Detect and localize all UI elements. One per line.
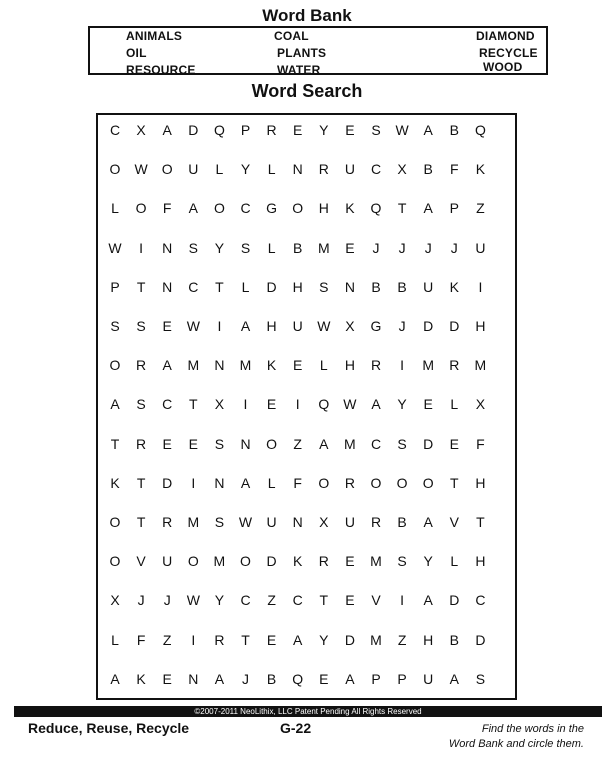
grid-row (98, 514, 515, 534)
grid-letter[interactable]: A (162, 357, 172, 374)
grid-letter[interactable]: D (449, 318, 460, 334)
grid-letter[interactable]: E (266, 631, 277, 648)
word-bank-word: PLANTS (277, 46, 327, 60)
grid-letter[interactable]: A (319, 435, 329, 452)
grid-letter[interactable]: W (317, 318, 331, 334)
grid-letter[interactable]: U (266, 514, 277, 530)
grid-letter[interactable]: C (240, 200, 251, 217)
grid-letter[interactable]: A (162, 122, 172, 138)
grid-letter[interactable]: F (476, 435, 485, 452)
grid-letter[interactable]: U (344, 514, 355, 530)
word-bank-title: Word Bank (262, 6, 352, 25)
grid-letter[interactable]: Q (370, 200, 382, 217)
grid-letter[interactable]: T (319, 592, 329, 609)
grid-letter[interactable]: Q (474, 122, 486, 138)
grid-letter[interactable]: C (240, 592, 251, 609)
grid-letter[interactable]: N (162, 239, 173, 256)
grid-letter[interactable]: Q (213, 122, 225, 138)
grid-letter[interactable]: O (109, 357, 121, 374)
grid-row (98, 357, 515, 377)
grid-letter[interactable]: Q (292, 670, 304, 687)
grid-letter[interactable]: E (162, 435, 172, 452)
grid-letter[interactable]: O (240, 553, 251, 570)
grid-letter[interactable]: M (213, 553, 226, 570)
grid-letter[interactable]: B (449, 122, 459, 138)
grid-letter[interactable]: S (136, 318, 146, 334)
grid-letter[interactable]: L (215, 161, 224, 178)
grid-letter[interactable]: D (188, 122, 199, 138)
grid-letter[interactable]: S (319, 278, 329, 295)
grid-letter[interactable]: I (217, 318, 222, 334)
grid-letter[interactable]: A (110, 670, 120, 687)
grid-letter[interactable]: N (240, 435, 251, 452)
grid-letter[interactable]: P (449, 200, 459, 217)
grid-letter[interactable]: K (449, 278, 459, 295)
grid-letter[interactable]: O (292, 200, 304, 217)
grid-letter[interactable]: Y (214, 592, 225, 609)
grid-letter[interactable]: U (423, 278, 434, 295)
grid-letter[interactable]: Q (318, 396, 330, 413)
grid-letter[interactable]: Y (214, 239, 225, 256)
grid-letter[interactable]: S (214, 514, 225, 530)
grid-letter[interactable]: O (213, 200, 225, 217)
grid-letter[interactable]: J (398, 318, 406, 334)
instructions-line-1: Find the words in the (481, 723, 584, 735)
grid-letter[interactable]: L (111, 200, 119, 217)
grid-letter[interactable]: C (292, 592, 303, 609)
grid-letter[interactable]: E (162, 670, 172, 687)
grid-letter[interactable]: T (241, 631, 250, 648)
grid-letter[interactable]: X (110, 592, 120, 609)
grid-letter[interactable]: I (243, 396, 248, 413)
grid-letter[interactable]: R (344, 474, 355, 491)
grid-letter[interactable]: T (110, 435, 120, 452)
grid-letter[interactable]: W (238, 514, 253, 530)
grid-letter[interactable]: W (134, 161, 148, 178)
grid-letter[interactable]: M (344, 435, 356, 452)
grid-letter[interactable]: S (475, 670, 486, 687)
grid-letter[interactable]: S (397, 553, 407, 570)
grid-letter[interactable]: L (450, 396, 459, 413)
grid-letter[interactable]: L (450, 553, 459, 570)
word-bank-word: WOOD (483, 60, 523, 74)
grid-letter[interactable]: G (370, 318, 382, 334)
grid-letter[interactable]: W (343, 396, 357, 413)
grid-letter[interactable]: N (214, 357, 225, 374)
grid-letter[interactable]: L (267, 474, 276, 491)
grid-letter[interactable]: A (423, 122, 433, 138)
grid-letter[interactable]: I (400, 357, 405, 374)
grid-letter[interactable]: U (344, 161, 355, 178)
word-search-grid (96, 113, 517, 700)
word-bank-word: DIAMOND (476, 29, 535, 43)
grid-letter[interactable]: L (241, 278, 250, 295)
grid-letter[interactable]: T (215, 278, 224, 295)
grid-letter[interactable]: T (136, 474, 146, 491)
grid-letter[interactable]: R (318, 553, 329, 570)
grid-letter[interactable]: R (136, 435, 147, 452)
grid-letter[interactable]: M (422, 357, 435, 374)
grid-letter[interactable]: R (318, 161, 329, 178)
grid-letter[interactable]: C (475, 592, 486, 609)
grid-letter[interactable]: I (191, 474, 196, 491)
grid-letter[interactable]: G (266, 200, 278, 217)
grid-letter[interactable]: S (214, 435, 225, 452)
grid-letter[interactable]: P (240, 122, 251, 138)
grid-letter[interactable]: A (188, 200, 198, 217)
grid-letter[interactable]: R (370, 514, 382, 530)
grid-row (98, 161, 515, 181)
grid-letter[interactable]: J (424, 239, 432, 256)
grid-letter[interactable]: O (109, 514, 121, 530)
grid-letter[interactable]: Y (240, 161, 251, 178)
grid-letter[interactable]: F (450, 161, 459, 178)
grid-letter[interactable]: D (266, 278, 277, 295)
grid-letter[interactable]: A (423, 592, 433, 609)
grid-letter[interactable]: V (371, 592, 381, 609)
grid-letter[interactable]: C (370, 161, 382, 178)
grid-letter[interactable]: D (423, 318, 434, 334)
grid-letter[interactable]: A (371, 396, 381, 413)
grid-letter[interactable]: H (344, 357, 355, 374)
grid-row (98, 318, 515, 338)
grid-letter[interactable]: O (396, 474, 408, 491)
word-bank-word: WATER (277, 63, 321, 77)
grid-letter[interactable]: H (318, 200, 329, 217)
grid-letter[interactable]: E (162, 318, 172, 334)
grid-letter[interactable]: R (136, 357, 147, 374)
grid-letter[interactable]: I (400, 592, 405, 609)
grid-row (98, 200, 515, 220)
grid-letter[interactable]: D (266, 553, 277, 570)
grid-letter[interactable]: D (344, 631, 355, 648)
grid-letter[interactable]: H (475, 318, 486, 334)
grid-row (98, 671, 515, 691)
grid-letter[interactable]: Y (423, 553, 433, 570)
grid-letter[interactable]: E (293, 357, 303, 374)
instructions (384, 722, 584, 752)
grid-letter[interactable]: N (344, 278, 355, 295)
grid-letter[interactable]: A (240, 474, 251, 491)
grid-letter[interactable]: K (475, 161, 486, 178)
word-bank-word: RECYCLE (479, 46, 538, 60)
grid-letter[interactable]: E (188, 435, 198, 452)
grid-letter[interactable]: S (397, 435, 407, 452)
grid-letter[interactable]: Y (319, 122, 329, 138)
grid-letter[interactable]: Z (293, 435, 302, 452)
grid-letter[interactable]: E (319, 670, 329, 687)
grid-letter[interactable]: P (371, 670, 381, 687)
grid-row (98, 553, 515, 573)
grid-letter[interactable]: A (293, 631, 303, 648)
grid-letter[interactable]: H (292, 278, 303, 295)
worksheet-title: Reduce, Reuse, Recycle (28, 720, 190, 736)
grid-letter[interactable]: O (266, 435, 278, 452)
grid-letter[interactable]: K (266, 357, 277, 374)
word-bank-word: ANIMALS (126, 29, 183, 43)
grid-letter[interactable]: J (450, 239, 458, 256)
grid-row (98, 632, 515, 652)
grid-letter[interactable]: B (397, 278, 407, 295)
grid-letter[interactable]: B (266, 670, 277, 687)
grid-letter[interactable]: O (318, 474, 330, 491)
grid-letter[interactable]: E (266, 396, 277, 413)
grid-letter[interactable]: M (187, 357, 200, 374)
grid-letter[interactable]: F (136, 631, 146, 648)
grid-letter[interactable]: K (293, 553, 303, 570)
word-bank-box (88, 26, 548, 75)
grid-letter[interactable]: J (242, 670, 249, 687)
grid-row (98, 240, 515, 260)
page-number: G-22 (280, 720, 312, 736)
grid-row (98, 122, 515, 142)
grid-letter[interactable]: E (345, 122, 355, 138)
grid-row (98, 279, 515, 299)
grid-letter[interactable]: C (188, 278, 199, 295)
grid-letter[interactable]: M (317, 239, 330, 256)
copyright-bar: ©2007-2011 NeoLithix, LLC Patent Pending All Rights Reserved (14, 706, 602, 717)
grid-letter[interactable]: Z (397, 631, 407, 648)
grid-letter[interactable]: B (449, 631, 459, 648)
grid-letter[interactable]: R (266, 122, 277, 138)
grid-letter[interactable]: J (372, 239, 380, 256)
grid-letter[interactable]: T (450, 474, 459, 491)
grid-letter[interactable]: E (345, 239, 355, 256)
grid-letter[interactable]: O (370, 474, 382, 491)
grid-letter[interactable]: Y (319, 631, 329, 648)
grid-letter[interactable]: J (137, 592, 145, 609)
grid-letter[interactable]: S (371, 122, 381, 138)
grid-letter[interactable]: P (110, 278, 120, 295)
grid-letter[interactable]: B (397, 514, 407, 530)
grid-letter[interactable]: F (162, 200, 172, 217)
grid-letter[interactable]: K (345, 200, 355, 217)
grid-letter[interactable]: N (188, 670, 199, 687)
grid-letter[interactable]: L (319, 357, 328, 374)
grid-letter[interactable]: E (345, 592, 355, 609)
grid-letter[interactable]: R (370, 357, 382, 374)
grid-letter[interactable]: I (139, 239, 144, 256)
grid-letter[interactable]: M (239, 357, 252, 374)
grid-letter[interactable]: W (395, 122, 409, 138)
grid-row (98, 592, 515, 612)
grid-letter[interactable]: I (295, 396, 300, 413)
grid-letter[interactable]: C (162, 396, 173, 413)
grid-letter[interactable]: T (136, 278, 146, 295)
grid-letter[interactable]: K (110, 474, 120, 491)
grid-letter[interactable]: B (423, 161, 433, 178)
grid-letter[interactable]: V (449, 514, 459, 530)
grid-letter[interactable]: D (162, 474, 173, 491)
word-bank-word: OIL (126, 46, 147, 60)
grid-letter[interactable]: O (109, 553, 121, 570)
grid-letter[interactable]: M (474, 357, 487, 374)
grid-letter[interactable]: J (398, 239, 406, 256)
grid-letter[interactable]: U (188, 161, 199, 178)
grid-letter[interactable]: W (108, 239, 122, 256)
grid-letter[interactable]: T (476, 514, 485, 530)
grid-letter[interactable]: U (423, 670, 434, 687)
grid-row (98, 396, 515, 416)
grid-letter[interactable]: O (187, 553, 199, 570)
grid-letter[interactable]: K (136, 670, 146, 687)
grid-letter[interactable]: W (186, 318, 200, 334)
grid-letter[interactable]: S (136, 396, 146, 413)
grid-row (98, 436, 515, 456)
grid-letter[interactable]: A (345, 670, 355, 687)
grid-letter[interactable]: C (370, 435, 382, 452)
grid-letter[interactable]: I (191, 631, 196, 648)
grid-letter[interactable]: F (293, 474, 302, 491)
grid-letter[interactable]: T (397, 200, 407, 217)
grid-letter[interactable]: U (292, 318, 303, 334)
grid-letter[interactable]: C (109, 122, 121, 138)
grid-letter[interactable]: R (214, 631, 225, 648)
grid-letter[interactable]: I (478, 278, 483, 295)
word-bank-word: COAL (274, 29, 309, 43)
grid-letter[interactable]: E (345, 553, 355, 570)
grid-letter[interactable]: W (186, 592, 200, 609)
grid-letter[interactable]: H (475, 553, 486, 570)
grid-letter[interactable]: E (449, 435, 459, 452)
grid-letter[interactable]: R (449, 357, 460, 374)
grid-letter[interactable]: L (267, 239, 276, 256)
instructions-line-2: Word Bank and circle them. (448, 738, 584, 750)
grid-letter[interactable]: N (292, 514, 303, 530)
grid-letter[interactable]: T (136, 514, 146, 530)
grid-letter[interactable]: A (214, 670, 225, 687)
grid-letter[interactable]: X (136, 122, 146, 138)
grid-letter[interactable]: Z (476, 200, 485, 217)
grid-letter[interactable]: X (319, 514, 329, 530)
grid-letter[interactable]: N (162, 278, 173, 295)
grid-letter[interactable]: J (163, 592, 171, 609)
grid-letter[interactable]: D (423, 435, 434, 452)
grid-letter[interactable]: N (214, 474, 225, 491)
grid-letter[interactable]: A (449, 670, 459, 687)
grid-letter[interactable]: N (292, 161, 303, 178)
grid-letter[interactable]: X (214, 396, 225, 413)
grid-letter[interactable]: Y (397, 396, 407, 413)
grid-letter[interactable]: R (162, 514, 173, 530)
grid-letter[interactable]: S (240, 239, 251, 256)
grid-letter[interactable]: M (187, 514, 200, 530)
grid-letter[interactable]: U (475, 239, 486, 256)
grid-letter[interactable]: T (189, 396, 198, 413)
grid-letter[interactable]: A (423, 200, 433, 217)
grid-letter[interactable]: B (371, 278, 381, 295)
grid-letter[interactable]: L (267, 161, 276, 178)
grid-letter[interactable]: O (135, 200, 147, 217)
grid-letter[interactable]: O (109, 161, 121, 178)
grid-letter[interactable]: B (293, 239, 303, 256)
grid-letter[interactable]: X (397, 161, 407, 178)
grid-letter[interactable]: U (162, 553, 173, 570)
grid-letter[interactable]: X (345, 318, 355, 334)
grid-letter[interactable]: Z (267, 592, 276, 609)
grid-letter[interactable]: H (475, 474, 486, 491)
grid-row (98, 475, 515, 495)
word-search-title: Word Search (251, 81, 363, 101)
grid-letter[interactable]: H (266, 318, 277, 334)
grid-letter[interactable]: E (293, 122, 303, 138)
grid-letter[interactable]: A (110, 396, 120, 413)
word-bank-word: RESOURCE (126, 63, 196, 77)
grid-letter[interactable]: S (110, 318, 120, 334)
grid-letter[interactable]: S (188, 239, 198, 256)
grid-letter[interactable]: D (475, 631, 486, 648)
grid-letter[interactable]: D (449, 592, 460, 609)
grid-letter[interactable]: M (370, 631, 382, 648)
grid-letter[interactable]: Z (162, 631, 172, 648)
grid-letter[interactable]: P (397, 670, 407, 687)
grid-letter[interactable]: A (240, 318, 251, 334)
grid-letter[interactable]: V (136, 553, 146, 570)
grid-letter[interactable]: L (111, 631, 119, 648)
grid-letter[interactable]: H (423, 631, 434, 648)
grid-letter[interactable]: M (370, 553, 382, 570)
grid-letter[interactable]: O (422, 474, 434, 491)
grid-letter[interactable]: E (423, 396, 433, 413)
grid-letter[interactable]: O (161, 161, 173, 178)
grid-letter[interactable]: X (475, 396, 486, 413)
grid-letter[interactable]: A (423, 514, 433, 530)
